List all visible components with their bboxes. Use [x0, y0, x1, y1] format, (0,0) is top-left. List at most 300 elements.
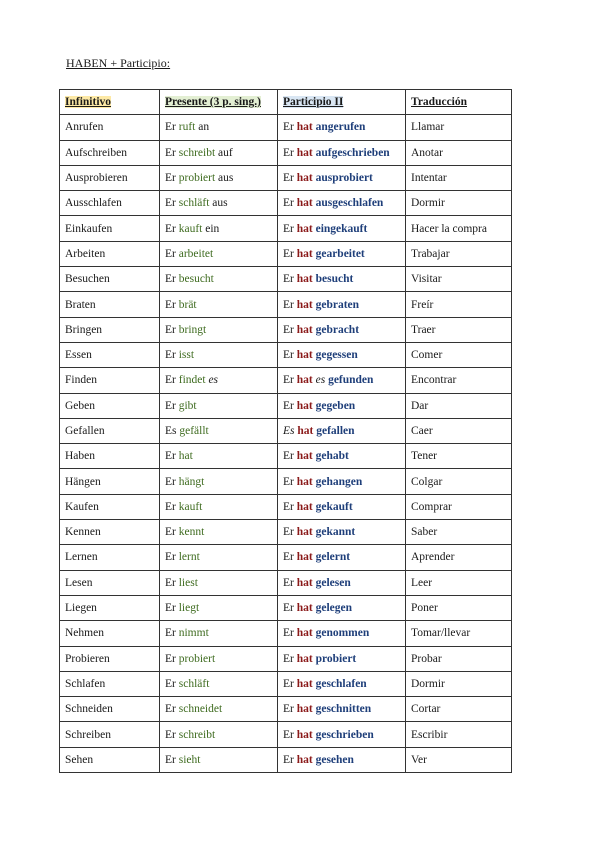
participle-subject: Er — [283, 526, 294, 539]
participle-cell — [278, 722, 406, 747]
present-subject: Er — [165, 677, 176, 690]
translation-cell — [406, 115, 512, 140]
present-subject: Er — [165, 172, 176, 185]
present-cell — [160, 697, 278, 722]
participle-verb: gelernt — [315, 551, 351, 564]
participle-verb: gelesen — [315, 576, 351, 589]
infinitive-text: Lernen — [65, 551, 98, 564]
present-verb: bringt — [178, 323, 207, 336]
infinitive-cell — [60, 368, 160, 393]
infinitive-cell — [60, 418, 160, 443]
participle-subject: Er — [283, 349, 294, 362]
present-verb: ruft — [178, 121, 196, 134]
infinitive-text: Gefallen — [65, 425, 105, 437]
present-cell — [160, 722, 278, 747]
present-subject: Er — [165, 121, 176, 134]
participle-cell — [278, 494, 406, 519]
present-cell — [160, 165, 278, 190]
present-subject: Er — [165, 349, 176, 362]
participle-verb: angerufen — [315, 121, 366, 134]
participle-subject: Er — [283, 247, 294, 260]
participle-subject: Er — [283, 222, 294, 235]
auxiliary-verb: hat — [296, 172, 313, 185]
participle-cell — [278, 368, 406, 393]
verb-table — [59, 89, 512, 773]
present-subject: Er — [165, 247, 176, 260]
infinitive-text: Nehmen — [65, 627, 104, 640]
translation-text: Ver — [411, 753, 427, 766]
participle-verb: gebracht — [315, 323, 360, 336]
page-title: HABEN + Participio: — [66, 56, 171, 70]
infinitive-text: Bringen — [65, 323, 103, 336]
infinitive-text: Kaufen — [65, 500, 99, 513]
present-cell — [160, 140, 278, 165]
participle-subject: Er — [283, 602, 294, 615]
translation-cell — [406, 621, 512, 646]
participle-subject: Er — [283, 450, 294, 463]
header-participio: Participio II — [278, 90, 406, 115]
translation-cell — [406, 469, 512, 494]
participle-verb: gekannt — [315, 526, 356, 539]
table-row — [60, 317, 512, 342]
present-subject: Er — [165, 526, 176, 539]
present-verb: kauft — [178, 500, 203, 513]
table-row — [60, 140, 512, 165]
translation-cell — [406, 697, 512, 722]
present-cell — [160, 317, 278, 342]
present-subject: Er — [165, 652, 176, 665]
participle-cell — [278, 165, 406, 190]
translation-cell — [406, 393, 512, 418]
table-row — [60, 191, 512, 216]
infinitive-text: Geben — [65, 399, 96, 412]
participle-cell — [278, 342, 406, 367]
participle-cell — [278, 317, 406, 342]
participle-cell — [278, 545, 406, 570]
infinitive-cell — [60, 393, 160, 418]
translation-cell — [406, 494, 512, 519]
translation-cell — [406, 267, 512, 292]
translation-cell — [406, 747, 512, 772]
auxiliary-verb: hat — [296, 703, 313, 716]
present-subject: Er — [165, 602, 176, 615]
table-row — [60, 241, 512, 266]
infinitive-text: Liegen — [65, 602, 97, 615]
infinitive-cell — [60, 570, 160, 595]
participle-cell — [278, 418, 406, 443]
present-subject: Er — [165, 703, 176, 716]
auxiliary-verb: hat — [297, 425, 314, 437]
present-verb: lernt — [178, 551, 200, 564]
auxiliary-verb: hat — [296, 298, 313, 311]
participle-subject: Es — [283, 425, 295, 437]
auxiliary-verb: hat — [296, 197, 313, 210]
participle-verb: gefunden — [328, 374, 374, 387]
infinitive-cell — [60, 241, 160, 266]
participle-subject: Er — [283, 298, 294, 311]
auxiliary-verb: hat — [296, 753, 313, 766]
participle-cell — [278, 191, 406, 216]
translation-cell — [406, 722, 512, 747]
translation-cell — [406, 520, 512, 545]
translation-cell — [406, 216, 512, 241]
participle-verb: gegeben — [315, 399, 356, 412]
infinitive-text: Schlafen — [65, 677, 106, 690]
participle-subject: Er — [283, 627, 294, 640]
participle-subject: Er — [283, 172, 294, 185]
present-verb: brät — [178, 298, 197, 311]
translation-text: Probar — [411, 652, 442, 665]
present-verb: besucht — [178, 273, 214, 286]
translation-text: Trabajar — [411, 247, 450, 260]
infinitive-text: Schneiden — [65, 703, 113, 716]
participle-subject: Er — [283, 652, 294, 665]
auxiliary-verb: hat — [296, 374, 313, 387]
participle-verb: gehabt — [315, 450, 349, 463]
translation-cell — [406, 646, 512, 671]
present-particle: auf — [218, 146, 233, 159]
infinitive-cell — [60, 115, 160, 140]
present-particle: aus — [218, 172, 234, 185]
present-subject: Er — [165, 551, 176, 564]
infinitive-cell — [60, 216, 160, 241]
participle-verb: geschlafen — [315, 677, 367, 690]
table-row — [60, 570, 512, 595]
participle-verb: gehangen — [315, 475, 363, 488]
translation-text: Anotar — [411, 146, 443, 159]
translation-cell — [406, 317, 512, 342]
infinitive-cell — [60, 191, 160, 216]
present-subject: Er — [165, 222, 176, 235]
present-verb: sieht — [178, 753, 201, 766]
translation-text: Colgar — [411, 475, 443, 488]
present-cell — [160, 216, 278, 241]
present-subject: Er — [165, 197, 176, 210]
table-row — [60, 520, 512, 545]
table-row — [60, 671, 512, 696]
participle-subject: Er — [283, 576, 294, 589]
auxiliary-verb: hat — [296, 652, 313, 665]
participle-subject: Er — [283, 677, 294, 690]
present-verb: schläft — [178, 197, 210, 210]
translation-cell — [406, 444, 512, 469]
auxiliary-verb: hat — [296, 602, 313, 615]
participle-cell — [278, 570, 406, 595]
present-verb: nimmt — [178, 627, 209, 640]
auxiliary-verb: hat — [296, 273, 313, 286]
infinitive-text: Ausschlafen — [65, 197, 122, 210]
auxiliary-verb: hat — [296, 500, 313, 513]
participle-subject: Er — [283, 374, 294, 387]
infinitive-text: Finden — [65, 374, 97, 387]
participle-verb: gebraten — [315, 298, 360, 311]
present-cell — [160, 621, 278, 646]
auxiliary-verb: hat — [296, 222, 313, 235]
auxiliary-verb: hat — [296, 121, 313, 134]
infinitive-text: Aufschreiben — [65, 146, 127, 159]
auxiliary-verb: hat — [296, 146, 313, 159]
translation-cell — [406, 165, 512, 190]
infinitive-text: Einkaufen — [65, 222, 113, 235]
present-verb: probiert — [178, 172, 216, 185]
infinitive-text: Sehen — [65, 753, 94, 766]
infinitive-text: Besuchen — [65, 273, 110, 286]
translation-cell — [406, 241, 512, 266]
translation-text: Tomar/llevar — [411, 627, 471, 640]
table-row — [60, 747, 512, 772]
present-particle: es — [208, 374, 219, 387]
participle-subject: Er — [283, 323, 294, 336]
present-cell — [160, 267, 278, 292]
translation-text: Encontrar — [411, 374, 457, 387]
table-row — [60, 444, 512, 469]
participle-subject: Er — [283, 273, 294, 286]
auxiliary-verb: hat — [296, 526, 313, 539]
present-cell — [160, 520, 278, 545]
present-verb: schreibt — [178, 728, 216, 741]
participle-subject: Er — [283, 753, 294, 766]
present-verb: liegt — [178, 602, 200, 615]
present-cell — [160, 494, 278, 519]
translation-text: Poner — [411, 602, 438, 615]
participle-subject: Er — [283, 197, 294, 210]
present-verb: probiert — [178, 652, 216, 665]
participle-subject: Er — [283, 551, 294, 564]
translation-text: Cortar — [411, 703, 441, 716]
translation-text: Leer — [411, 576, 433, 589]
present-cell — [160, 115, 278, 140]
translation-text: Hacer la compra — [411, 222, 487, 235]
translation-text: Intentar — [411, 172, 447, 185]
participle-subject: Er — [283, 399, 294, 412]
auxiliary-verb: hat — [296, 475, 313, 488]
participle-subject: Er — [283, 146, 294, 159]
auxiliary-verb: hat — [296, 323, 313, 336]
present-subject: Er — [165, 728, 176, 741]
present-subject: Er — [165, 273, 176, 286]
present-cell — [160, 646, 278, 671]
translation-cell — [406, 595, 512, 620]
table-row — [60, 115, 512, 140]
infinitive-cell — [60, 646, 160, 671]
infinitive-cell — [60, 722, 160, 747]
present-subject: Er — [165, 753, 176, 766]
participle-cell — [278, 216, 406, 241]
present-subject: Er — [165, 323, 176, 336]
translation-text: Caer — [411, 425, 433, 437]
infinitive-cell — [60, 494, 160, 519]
infinitive-text: Lesen — [65, 576, 93, 589]
auxiliary-verb: hat — [296, 399, 313, 412]
participle-verb: gekauft — [315, 500, 353, 513]
translation-cell — [406, 140, 512, 165]
participle-cell — [278, 520, 406, 545]
table-row — [60, 418, 512, 443]
present-cell — [160, 671, 278, 696]
present-verb: schläft — [178, 677, 210, 690]
participle-verb: gegessen — [315, 349, 358, 362]
auxiliary-verb: hat — [296, 247, 313, 260]
present-subject: Er — [165, 450, 176, 463]
present-cell — [160, 570, 278, 595]
auxiliary-verb: hat — [296, 450, 313, 463]
present-cell — [160, 191, 278, 216]
auxiliary-verb: hat — [296, 677, 313, 690]
present-verb: hat — [178, 450, 193, 463]
translation-text: Comer — [411, 349, 443, 362]
participle-subject: Er — [283, 121, 294, 134]
infinitive-text: Anrufen — [65, 121, 104, 134]
translation-text: Dormir — [411, 197, 445, 210]
present-cell — [160, 393, 278, 418]
present-verb: kauft — [178, 222, 203, 235]
participle-verb: gesehen — [315, 753, 354, 766]
table-row — [60, 393, 512, 418]
present-subject: Er — [165, 627, 176, 640]
present-subject: Er — [165, 500, 176, 513]
participle-subject: Er — [283, 475, 294, 488]
header-infinitivo: Infinitivo — [60, 90, 160, 115]
translation-text: Dar — [411, 399, 429, 412]
participle-object: es — [315, 374, 326, 387]
translation-cell — [406, 292, 512, 317]
translation-text: Saber — [411, 526, 438, 539]
participle-verb: geschnitten — [315, 703, 372, 716]
participle-cell — [278, 444, 406, 469]
present-verb: gibt — [178, 399, 197, 412]
participle-verb: eingekauft — [315, 222, 368, 235]
table-row — [60, 342, 512, 367]
participle-cell — [278, 393, 406, 418]
present-cell — [160, 241, 278, 266]
present-verb: hängt — [178, 475, 205, 488]
present-cell — [160, 469, 278, 494]
present-particle: aus — [212, 197, 228, 210]
participle-cell — [278, 697, 406, 722]
table-header-row — [60, 90, 512, 115]
translation-text: Visitar — [411, 273, 442, 286]
participle-verb: gefallen — [316, 425, 355, 437]
infinitive-cell — [60, 595, 160, 620]
infinitive-cell — [60, 545, 160, 570]
present-subject: Er — [165, 298, 176, 311]
participle-cell — [278, 241, 406, 266]
participle-cell — [278, 621, 406, 646]
participle-verb: geschrieben — [315, 728, 374, 741]
translation-cell — [406, 342, 512, 367]
participle-cell — [278, 646, 406, 671]
translation-cell — [406, 671, 512, 696]
present-subject: Er — [165, 146, 176, 159]
infinitive-text: Probieren — [65, 652, 110, 665]
present-verb: isst — [178, 349, 195, 362]
table-row — [60, 216, 512, 241]
translation-text: Dormir — [411, 677, 445, 690]
participle-verb: aufgeschrieben — [315, 146, 390, 159]
translation-cell — [406, 368, 512, 393]
auxiliary-verb: hat — [296, 551, 313, 564]
infinitive-cell — [60, 267, 160, 292]
infinitive-text: Ausprobieren — [65, 172, 128, 185]
infinitive-cell — [60, 342, 160, 367]
header-traduccion: Traducción — [406, 90, 512, 115]
infinitive-cell — [60, 317, 160, 342]
participle-cell — [278, 469, 406, 494]
table-row — [60, 621, 512, 646]
table-row — [60, 368, 512, 393]
participle-verb: ausprobiert — [315, 172, 373, 185]
infinitive-text: Kennen — [65, 526, 101, 539]
translation-text: Aprender — [411, 551, 455, 564]
translation-cell — [406, 191, 512, 216]
infinitive-cell — [60, 292, 160, 317]
translation-text: Freír — [411, 298, 434, 311]
infinitive-cell — [60, 747, 160, 772]
auxiliary-verb: hat — [296, 627, 313, 640]
participle-verb: gelegen — [315, 602, 352, 615]
present-cell — [160, 292, 278, 317]
participle-verb: besucht — [315, 273, 354, 286]
present-cell — [160, 342, 278, 367]
participle-verb: ausgeschlafen — [315, 197, 384, 210]
participle-cell — [278, 267, 406, 292]
participle-subject: Er — [283, 703, 294, 716]
present-cell — [160, 595, 278, 620]
infinitive-cell — [60, 140, 160, 165]
present-subject: Er — [165, 475, 176, 488]
table-row — [60, 267, 512, 292]
infinitive-cell — [60, 697, 160, 722]
present-verb: arbeitet — [178, 247, 214, 260]
present-particle: an — [198, 121, 210, 134]
participle-verb: gearbeitet — [315, 247, 365, 260]
auxiliary-verb: hat — [296, 728, 313, 741]
present-cell — [160, 444, 278, 469]
participle-verb: probiert — [315, 652, 357, 665]
table-row — [60, 545, 512, 570]
present-subject: Es — [165, 425, 177, 437]
table-row — [60, 595, 512, 620]
translation-text: Comprar — [411, 500, 452, 513]
participle-cell — [278, 595, 406, 620]
table-row — [60, 697, 512, 722]
present-verb: schneidet — [178, 703, 223, 716]
present-cell — [160, 368, 278, 393]
infinitive-text: Hängen — [65, 475, 101, 488]
infinitive-text: Essen — [65, 349, 92, 362]
participle-cell — [278, 115, 406, 140]
present-verb: gefällt — [179, 425, 209, 437]
participle-subject: Er — [283, 500, 294, 513]
table-row — [60, 292, 512, 317]
translation-text: Tener — [411, 450, 438, 463]
present-verb: liest — [178, 576, 198, 589]
participle-cell — [278, 140, 406, 165]
participle-cell — [278, 671, 406, 696]
present-verb: kennt — [178, 526, 205, 539]
present-verb: findet — [178, 374, 206, 387]
infinitive-text: Arbeiten — [65, 247, 106, 260]
auxiliary-verb: hat — [296, 576, 313, 589]
present-cell — [160, 545, 278, 570]
present-subject: Er — [165, 399, 176, 412]
infinitive-cell — [60, 165, 160, 190]
translation-text: Traer — [411, 323, 436, 336]
table-row — [60, 494, 512, 519]
present-subject: Er — [165, 374, 176, 387]
participle-cell — [278, 747, 406, 772]
table-row — [60, 469, 512, 494]
